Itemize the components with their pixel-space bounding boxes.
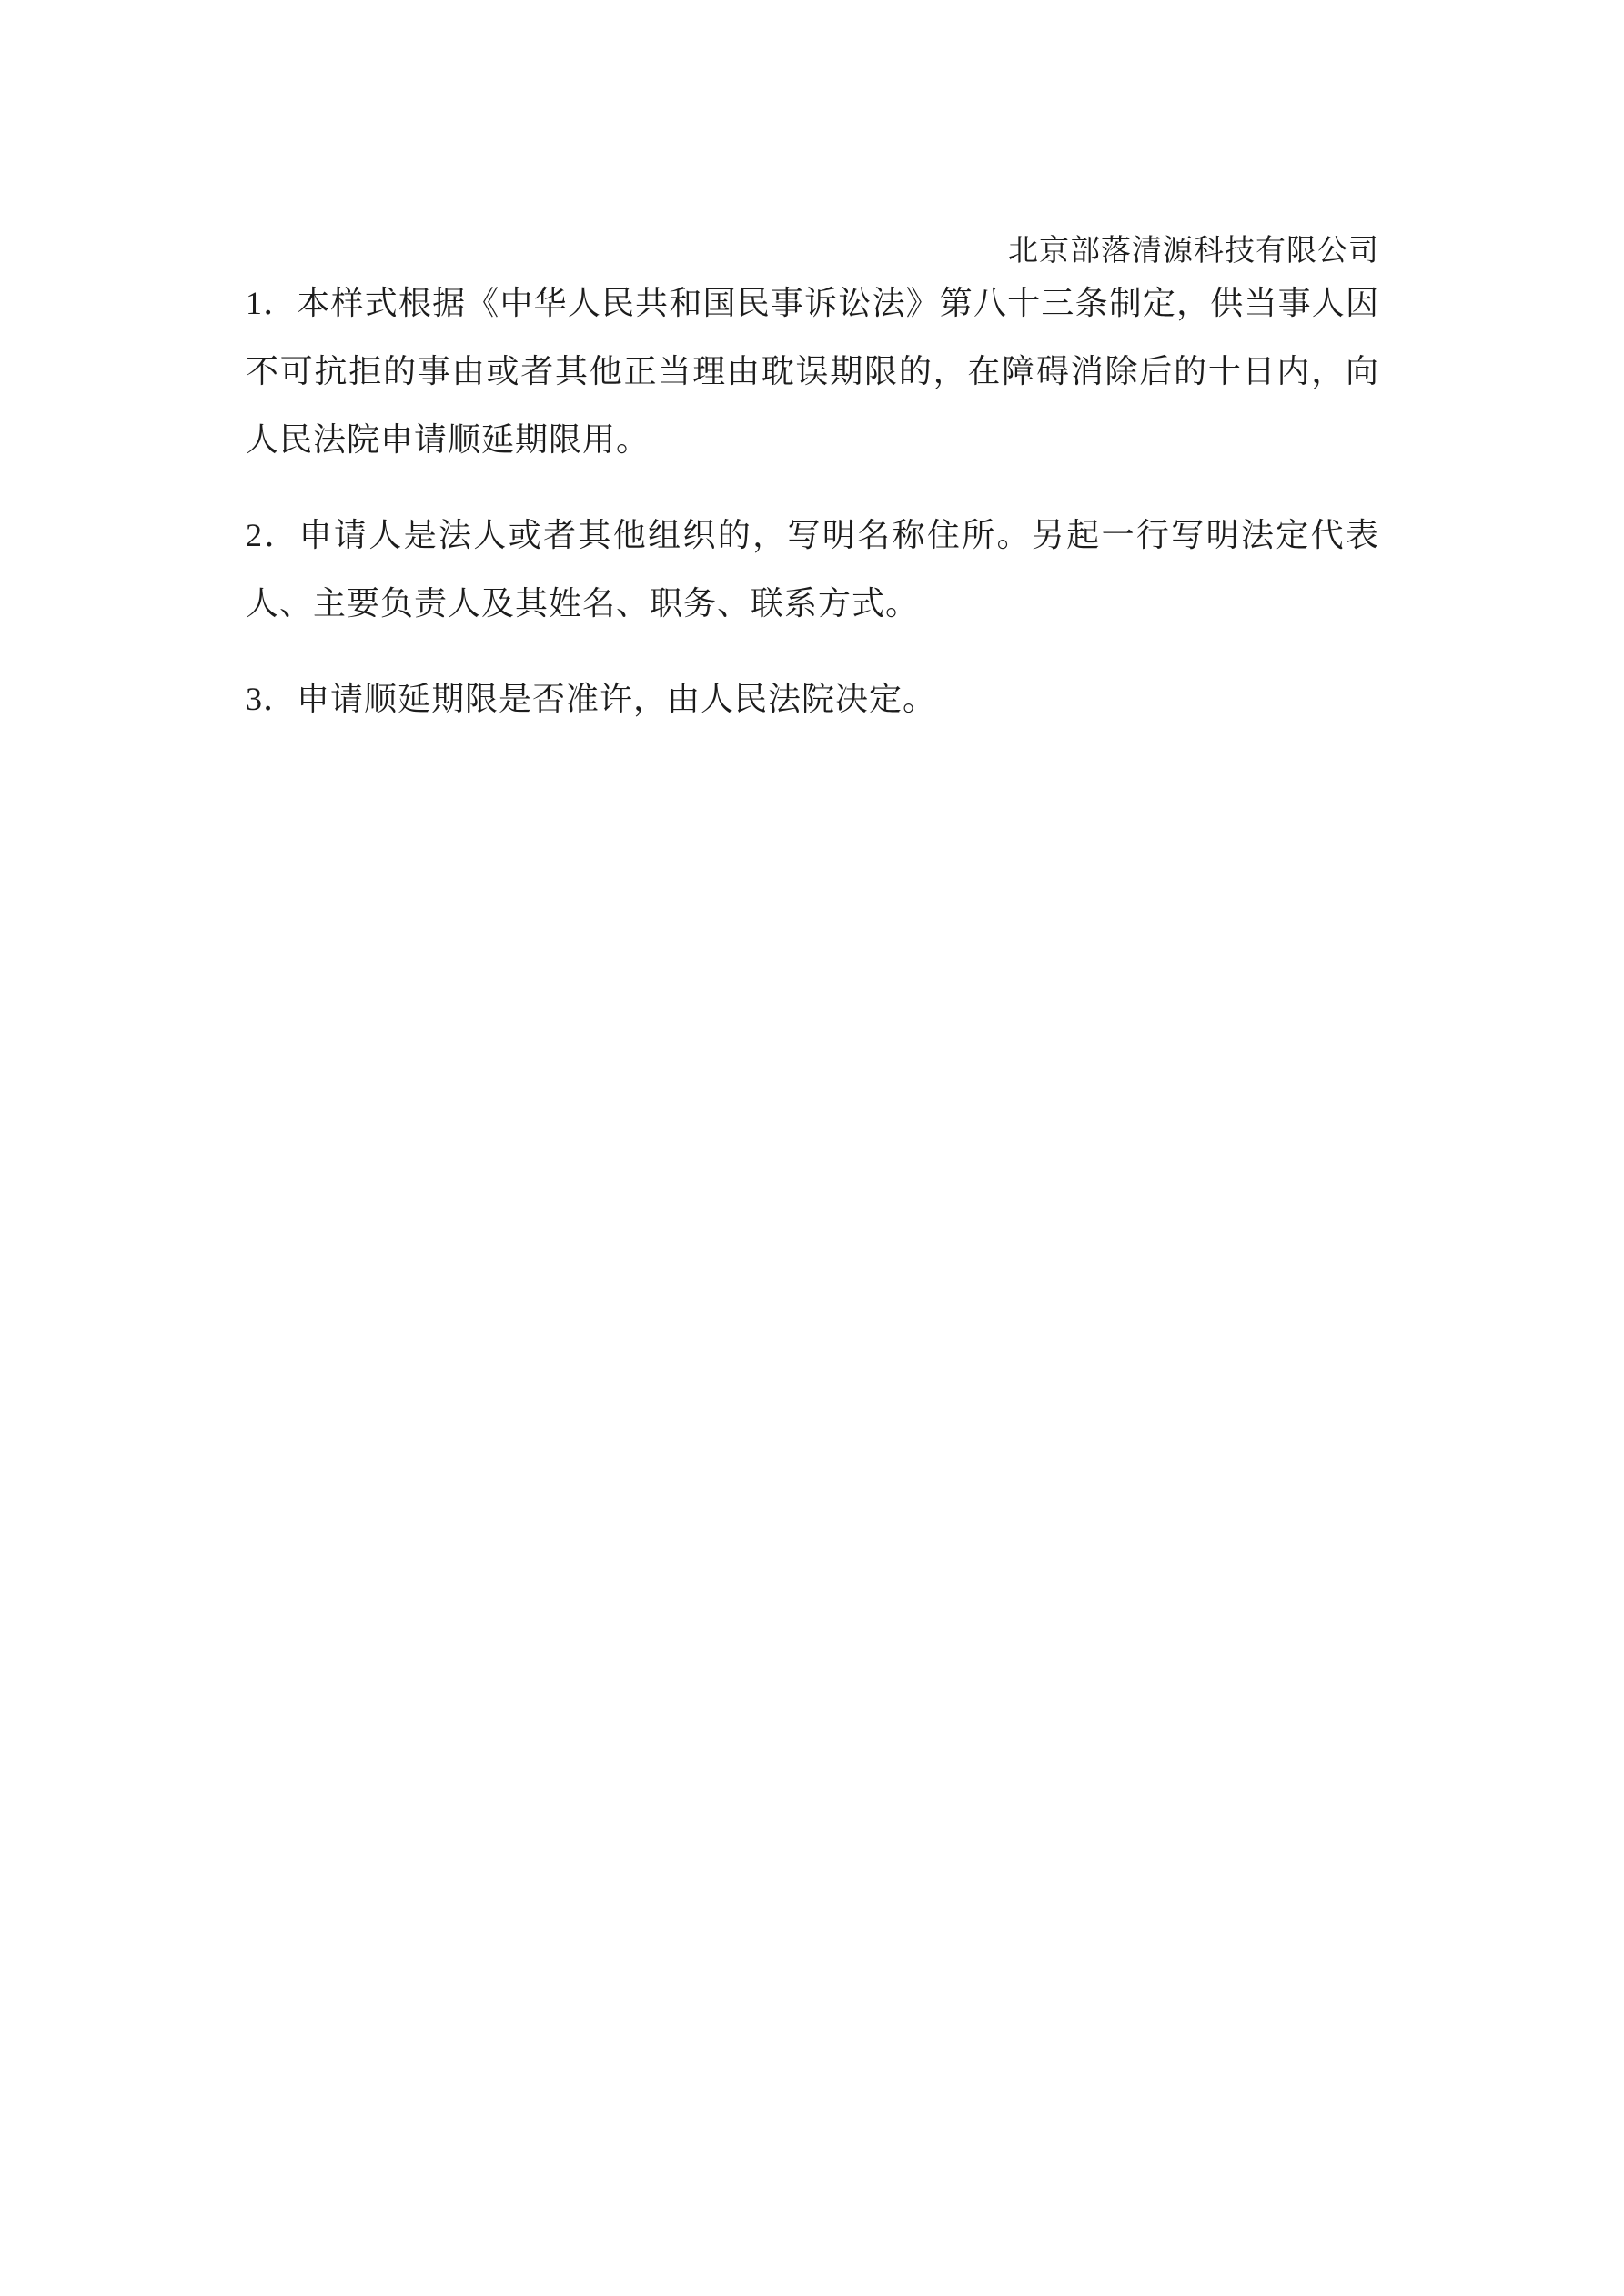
notes-section	[246, 269, 1379, 733]
note-paragraph-2: 2．申请人是法人或者其他组织的，写明名称住所。另起一行写明法定代表人、主要负责人及其姓名、职务、联系方式。	[246, 517, 1379, 622]
company-header: 北京部落清源科技有限公司	[1008, 235, 1379, 268]
note-paragraph-1: 1．本样式根据《中华人民共和国民事诉讼法》第八十三条制定，供当事人因不可抗拒的事由或者其他正当理由耽误期限的，在障碍消除后的十日内，向人民法院申请顺延期限用。	[246, 285, 1379, 458]
document-content	[246, 233, 1379, 733]
note-paragraph-3: 3．申请顺延期限是否准许，由人民法院决定。	[246, 681, 937, 717]
